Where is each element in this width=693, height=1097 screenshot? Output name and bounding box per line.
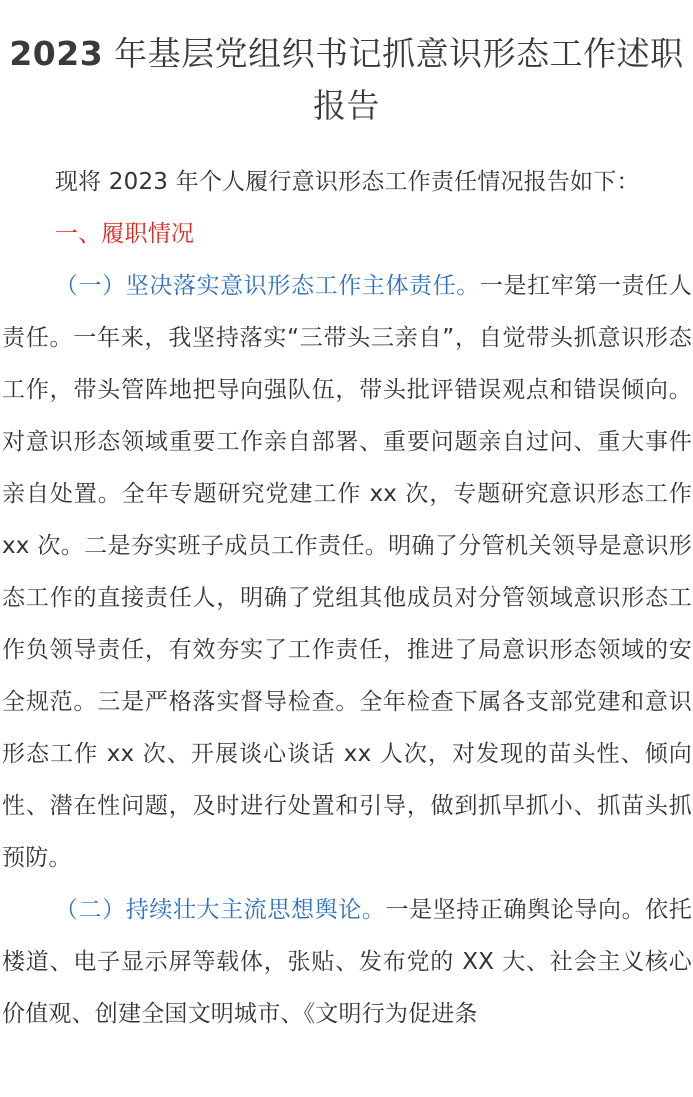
- intro-paragraph: 现将 2023 年个人履行意识形态工作责任情况报告如下：: [54, 169, 640, 195]
- section-heading-performance: 一、履职情况: [54, 221, 195, 247]
- subsection-1-body: 一是扛牢第一责任人责任。一年来，我坚持落实“三带头三亲自”，自觉带头抓意识形态工作，带头管阵地把导向强队伍，带头批评错误观点和错误倾向。对意识形态领域重要工作亲自部署、重要问题亲自过问、重大事件亲自处置。全年专题研究党建工作 xx 次，专题研究意识形态工作 xx 次。二是夯实班子成员工作责任。明确了分管机关领导是意识形态工作的直接责任人，明确了党组其他成员对分管领域意识形态工作负领导责任，有效夯实了工作责任，推进了局意识形态领域的安全规范。三是严格落实督导检查。全年检查下属各支部党建和意识形态工作 xx 次、开展谈心谈话 xx 人次，对发现的苗头性、倾向性、潜在性问题，及时进行处置和引导，做到抓早抓小、抓苗头抓预防。: [2, 273, 692, 871]
- subsection-2-heading: （二）持续壮大主流思想舆论。: [54, 897, 386, 923]
- subsection-2-body: 一是坚持正确舆论导向。依托楼道、电子显示屏等载体，张贴、发布党的 XX 大、社会主义核心价值观、创建全国文明城市、《文明行为促进条: [2, 897, 692, 1027]
- subsection-2-paragraph: [2, 884, 692, 1040]
- document-title: [0, 0, 693, 132]
- title-text: 年基层党组织书记抓意识形态工作述职报告: [103, 34, 684, 125]
- subsection-1-paragraph: [2, 260, 692, 884]
- document-body: [2, 156, 692, 1040]
- subsection-1-heading: （一）坚决落实意识形态工作主体责任。: [54, 273, 480, 299]
- title-year: 2023: [9, 34, 104, 73]
